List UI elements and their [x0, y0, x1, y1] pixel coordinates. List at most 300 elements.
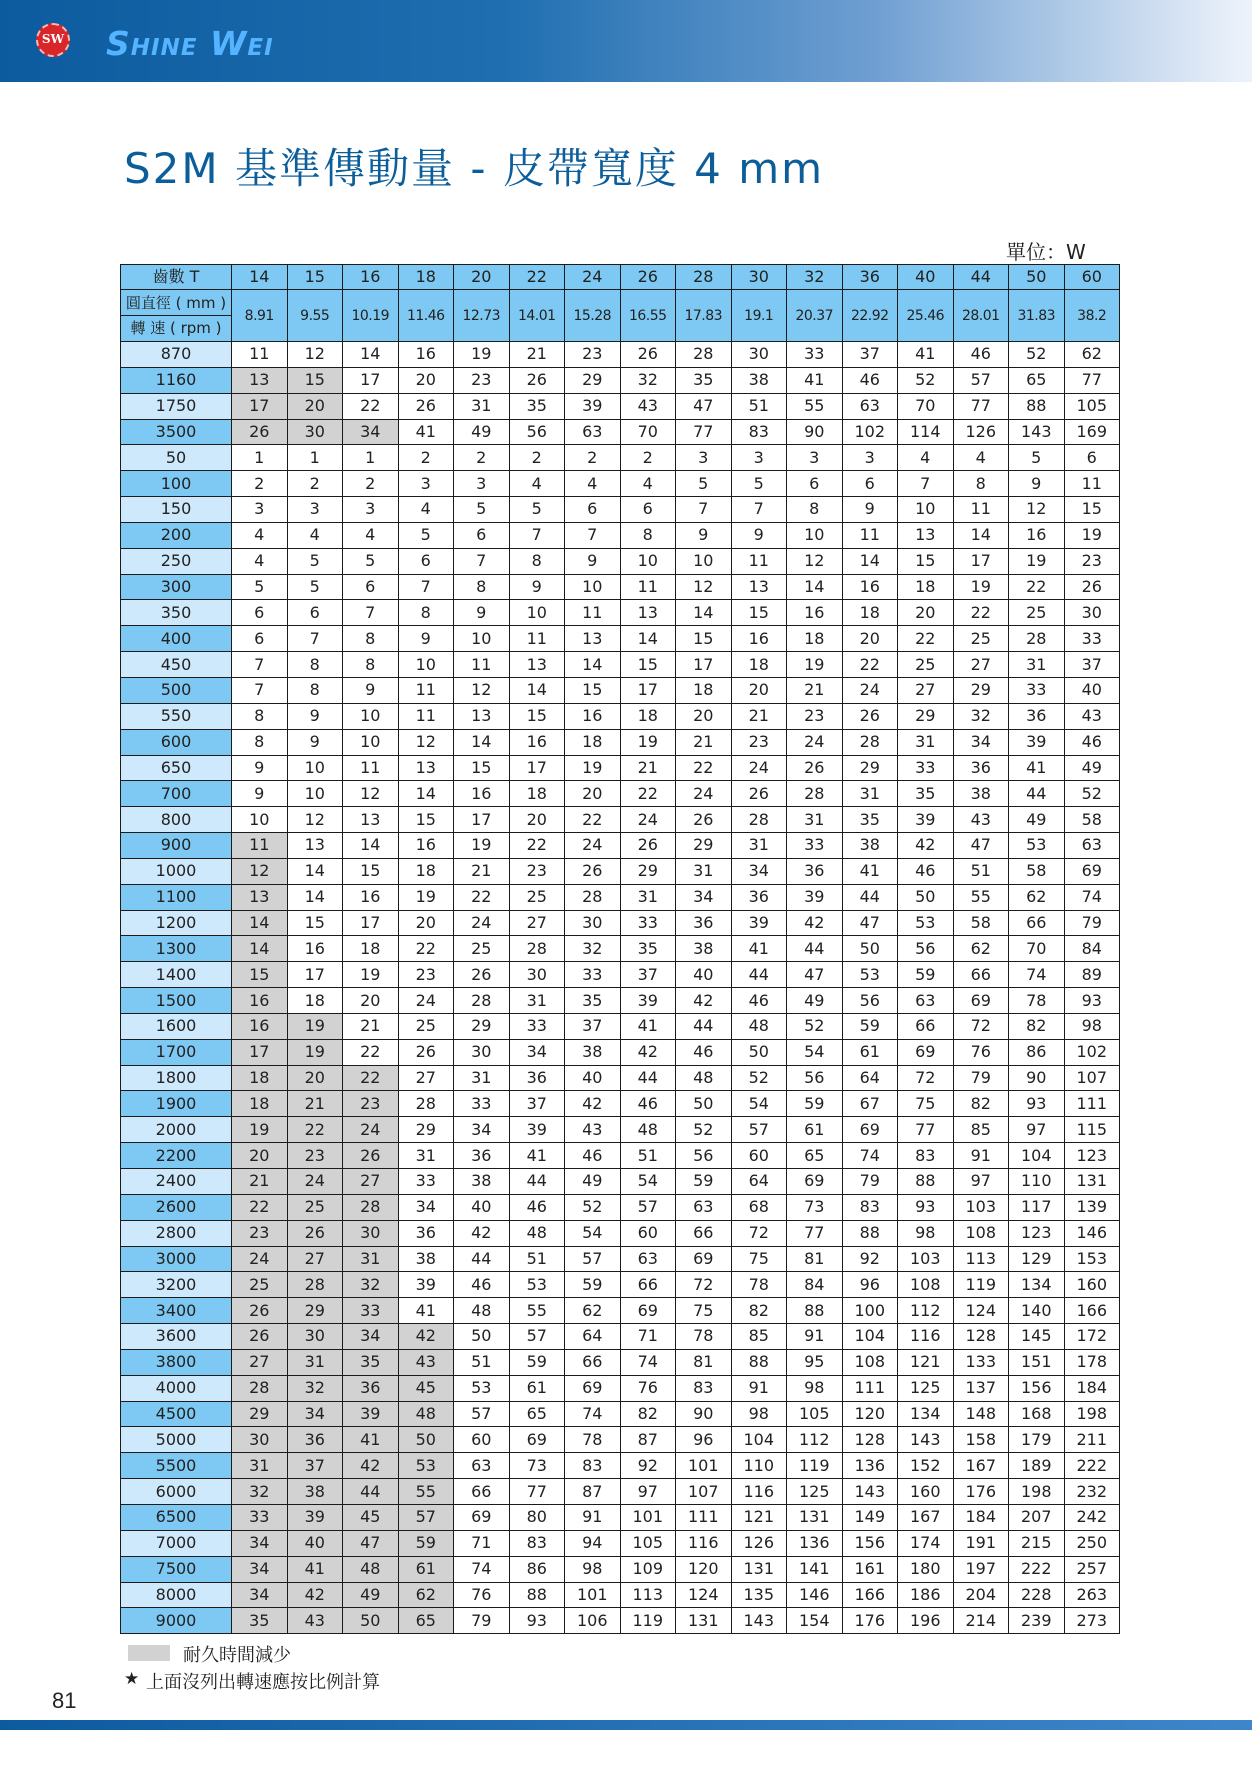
value-cell: 120: [676, 1556, 732, 1582]
value-cell: 196: [898, 1608, 954, 1634]
value-cell: 168: [1009, 1401, 1065, 1427]
value-cell: 44: [676, 1013, 732, 1039]
value-cell: 4: [565, 471, 621, 497]
value-cell: 8: [343, 626, 399, 652]
value-cell: 66: [676, 1220, 732, 1246]
value-cell: 104: [1009, 1143, 1065, 1169]
value-cell: 31: [232, 1453, 288, 1479]
value-cell: 41: [842, 858, 898, 884]
value-cell: 23: [343, 1091, 399, 1117]
value-cell: 191: [953, 1530, 1009, 1556]
value-cell: 29: [953, 677, 1009, 703]
value-cell: 7: [232, 677, 288, 703]
value-cell: 59: [509, 1349, 565, 1375]
value-cell: 37: [842, 342, 898, 368]
value-cell: 69: [953, 988, 1009, 1014]
value-cell: 112: [787, 1427, 843, 1453]
value-cell: 7: [565, 522, 621, 548]
value-cell: 21: [676, 729, 732, 755]
value-cell: 22: [565, 807, 621, 833]
value-cell: 4: [509, 471, 565, 497]
value-cell: 53: [454, 1375, 510, 1401]
value-cell: 33: [898, 755, 954, 781]
value-cell: 39: [509, 1117, 565, 1143]
value-cell: 129: [1009, 1246, 1065, 1272]
rpm-cell: 3200: [121, 1272, 232, 1298]
value-cell: 19: [565, 755, 621, 781]
value-cell: 23: [454, 367, 510, 393]
value-cell: 91: [731, 1375, 787, 1401]
value-cell: 28: [287, 1272, 343, 1298]
value-cell: 55: [509, 1298, 565, 1324]
value-cell: 96: [676, 1427, 732, 1453]
value-cell: 126: [953, 419, 1009, 445]
value-cell: 35: [842, 807, 898, 833]
value-cell: 15: [287, 910, 343, 936]
value-cell: 46: [620, 1091, 676, 1117]
value-cell: 20: [287, 1065, 343, 1091]
value-cell: 15: [676, 626, 732, 652]
value-cell: 97: [953, 1169, 1009, 1195]
table-row: [121, 703, 1120, 729]
value-cell: 27: [232, 1349, 288, 1375]
value-cell: 101: [620, 1504, 676, 1530]
value-cell: 137: [953, 1375, 1009, 1401]
diameter-cell: 10.19: [343, 290, 399, 342]
value-cell: 108: [842, 1349, 898, 1375]
value-cell: 102: [1064, 1039, 1120, 1065]
value-cell: 50: [343, 1608, 399, 1634]
table-row: [121, 471, 1120, 497]
table-row: [121, 393, 1120, 419]
value-cell: 15: [232, 962, 288, 988]
value-cell: 131: [676, 1608, 732, 1634]
value-cell: 273: [1064, 1608, 1120, 1634]
value-cell: 57: [509, 1324, 565, 1350]
value-cell: 14: [787, 574, 843, 600]
value-cell: 80: [509, 1504, 565, 1530]
value-cell: 23: [1064, 548, 1120, 574]
value-cell: 29: [565, 367, 621, 393]
value-cell: 46: [842, 367, 898, 393]
value-cell: 76: [953, 1039, 1009, 1065]
value-cell: 31: [787, 807, 843, 833]
value-cell: 36: [787, 858, 843, 884]
value-cell: 25: [509, 884, 565, 910]
value-cell: 14: [287, 884, 343, 910]
rpm-cell: 1500: [121, 988, 232, 1014]
value-cell: 39: [1009, 729, 1065, 755]
value-cell: 10: [398, 652, 454, 678]
value-cell: 65: [398, 1608, 454, 1634]
value-cell: 23: [287, 1143, 343, 1169]
value-cell: 8: [343, 652, 399, 678]
value-cell: 30: [287, 1324, 343, 1350]
value-cell: 41: [398, 419, 454, 445]
value-cell: 11: [398, 703, 454, 729]
value-cell: 15: [343, 858, 399, 884]
value-cell: 23: [787, 703, 843, 729]
value-cell: 134: [1009, 1272, 1065, 1298]
value-cell: 74: [620, 1349, 676, 1375]
value-cell: 8: [287, 677, 343, 703]
value-cell: 16: [343, 884, 399, 910]
rpm-cell: 6000: [121, 1479, 232, 1505]
value-cell: 74: [1009, 962, 1065, 988]
value-cell: 98: [898, 1220, 954, 1246]
rpm-cell: 3800: [121, 1349, 232, 1375]
value-cell: 38: [454, 1169, 510, 1195]
value-cell: 2: [454, 445, 510, 471]
value-cell: 8: [953, 471, 1009, 497]
value-cell: 48: [343, 1556, 399, 1582]
value-cell: 29: [454, 1013, 510, 1039]
value-cell: 59: [398, 1530, 454, 1556]
rpm-cell: 50: [121, 445, 232, 471]
value-cell: 16: [731, 626, 787, 652]
value-cell: 17: [454, 807, 510, 833]
value-cell: 13: [232, 367, 288, 393]
value-cell: 14: [842, 548, 898, 574]
value-cell: 49: [1064, 755, 1120, 781]
value-cell: 211: [1064, 1427, 1120, 1453]
value-cell: 63: [454, 1453, 510, 1479]
value-cell: 36: [287, 1427, 343, 1453]
value-cell: 72: [676, 1272, 732, 1298]
value-cell: 54: [565, 1220, 621, 1246]
value-cell: 91: [953, 1143, 1009, 1169]
value-cell: 11: [232, 833, 288, 859]
table-row: [121, 1349, 1120, 1375]
value-cell: 42: [454, 1220, 510, 1246]
value-cell: 7: [898, 471, 954, 497]
table-row: [121, 1013, 1120, 1039]
teeth-cell: 40: [898, 265, 954, 290]
table-row: [121, 522, 1120, 548]
diameter-row: [121, 290, 1120, 342]
note-text: 上面沒列出轉速應按比例計算: [146, 1672, 380, 1693]
value-cell: 54: [787, 1039, 843, 1065]
value-cell: 40: [676, 962, 732, 988]
rpm-cell: 5500: [121, 1453, 232, 1479]
value-cell: 107: [1064, 1065, 1120, 1091]
value-cell: 31: [398, 1143, 454, 1169]
value-cell: 35: [898, 781, 954, 807]
value-cell: 186: [898, 1582, 954, 1608]
value-cell: 71: [620, 1324, 676, 1350]
value-cell: 51: [620, 1143, 676, 1169]
value-cell: 14: [343, 342, 399, 368]
value-cell: 93: [509, 1608, 565, 1634]
value-cell: 32: [620, 367, 676, 393]
value-cell: 14: [953, 522, 1009, 548]
value-cell: 49: [565, 1169, 621, 1195]
value-cell: 42: [343, 1453, 399, 1479]
teeth-cell: 30: [731, 265, 787, 290]
rpm-cell: 900: [121, 833, 232, 859]
rpm-cell: 650: [121, 755, 232, 781]
diameter-cell: 9.55: [287, 290, 343, 342]
value-cell: 96: [842, 1272, 898, 1298]
value-cell: 33: [1064, 626, 1120, 652]
value-cell: 24: [842, 677, 898, 703]
value-cell: 9: [565, 548, 621, 574]
value-cell: 222: [1064, 1453, 1120, 1479]
value-cell: 40: [454, 1194, 510, 1220]
value-cell: 31: [454, 1065, 510, 1091]
diameter-cell: 38.2: [1064, 290, 1120, 342]
value-cell: 22: [676, 755, 732, 781]
value-cell: 113: [620, 1582, 676, 1608]
value-cell: 111: [842, 1375, 898, 1401]
value-cell: 66: [953, 962, 1009, 988]
rpm-cell: 1750: [121, 393, 232, 419]
value-cell: 103: [898, 1246, 954, 1272]
value-cell: 66: [620, 1272, 676, 1298]
rpm-cell: 2200: [121, 1143, 232, 1169]
table-row: [121, 1272, 1120, 1298]
value-cell: 3: [287, 497, 343, 523]
value-cell: 121: [898, 1349, 954, 1375]
table-row: [121, 884, 1120, 910]
value-cell: 18: [232, 1091, 288, 1117]
value-cell: 49: [787, 988, 843, 1014]
value-cell: 56: [898, 936, 954, 962]
value-cell: 77: [953, 393, 1009, 419]
value-cell: 88: [731, 1349, 787, 1375]
value-cell: 38: [287, 1479, 343, 1505]
value-cell: 13: [287, 833, 343, 859]
table-row: [121, 652, 1120, 678]
value-cell: 18: [398, 858, 454, 884]
value-cell: 9: [731, 522, 787, 548]
value-cell: 134: [898, 1401, 954, 1427]
table-row: [121, 1427, 1120, 1453]
value-cell: 69: [898, 1039, 954, 1065]
value-cell: 18: [565, 729, 621, 755]
table-row: [121, 833, 1120, 859]
value-cell: 97: [1009, 1117, 1065, 1143]
value-cell: 128: [953, 1324, 1009, 1350]
value-cell: 19: [287, 1013, 343, 1039]
value-cell: 39: [898, 807, 954, 833]
rpm-cell: 500: [121, 677, 232, 703]
value-cell: 24: [454, 910, 510, 936]
value-cell: 43: [287, 1608, 343, 1634]
value-cell: 6: [620, 497, 676, 523]
value-cell: 50: [842, 936, 898, 962]
table-row: [121, 342, 1120, 368]
value-cell: 77: [676, 419, 732, 445]
value-cell: 19: [398, 884, 454, 910]
value-cell: 38: [731, 367, 787, 393]
value-cell: 117: [1009, 1194, 1065, 1220]
value-cell: 23: [232, 1220, 288, 1246]
diameter-label: 圓直徑 ( mm ): [125, 294, 227, 312]
value-cell: 36: [343, 1375, 399, 1401]
value-cell: 59: [676, 1169, 732, 1195]
value-cell: 50: [454, 1324, 510, 1350]
value-cell: 21: [454, 858, 510, 884]
value-cell: 41: [398, 1298, 454, 1324]
value-cell: 57: [953, 367, 1009, 393]
value-cell: 16: [232, 988, 288, 1014]
value-cell: 4: [398, 497, 454, 523]
table-row: [121, 574, 1120, 600]
value-cell: 44: [620, 1065, 676, 1091]
value-cell: 73: [509, 1453, 565, 1479]
value-cell: 52: [1009, 342, 1065, 368]
value-cell: 26: [731, 781, 787, 807]
table-row: [121, 600, 1120, 626]
value-cell: 88: [509, 1582, 565, 1608]
value-cell: 161: [842, 1556, 898, 1582]
value-cell: 22: [232, 1194, 288, 1220]
value-cell: 263: [1064, 1582, 1120, 1608]
value-cell: 30: [509, 962, 565, 988]
value-cell: 184: [953, 1504, 1009, 1530]
value-cell: 77: [787, 1220, 843, 1246]
value-cell: 93: [898, 1194, 954, 1220]
diameter-cell: 15.28: [565, 290, 621, 342]
value-cell: 22: [343, 1039, 399, 1065]
value-cell: 52: [787, 1013, 843, 1039]
value-cell: 44: [1009, 781, 1065, 807]
value-cell: 17: [287, 962, 343, 988]
value-cell: 28: [509, 936, 565, 962]
value-cell: 20: [509, 807, 565, 833]
rpm-cell: 7000: [121, 1530, 232, 1556]
value-cell: 14: [676, 600, 732, 626]
value-cell: 86: [509, 1556, 565, 1582]
value-cell: 153: [1064, 1246, 1120, 1272]
value-cell: 74: [454, 1556, 510, 1582]
value-cell: 47: [842, 910, 898, 936]
value-cell: 5: [287, 548, 343, 574]
value-cell: 13: [898, 522, 954, 548]
value-cell: 37: [565, 1013, 621, 1039]
teeth-cell: 20: [454, 265, 510, 290]
table-row: [121, 497, 1120, 523]
rpm-cell: 100: [121, 471, 232, 497]
value-cell: 21: [343, 1013, 399, 1039]
value-cell: 11: [953, 497, 1009, 523]
value-cell: 2: [232, 471, 288, 497]
value-cell: 82: [731, 1298, 787, 1324]
value-cell: 7: [343, 600, 399, 626]
value-cell: 18: [842, 600, 898, 626]
value-cell: 12: [287, 342, 343, 368]
value-cell: 57: [398, 1504, 454, 1530]
power-rating-table: [120, 264, 1120, 1634]
header-band: [0, 0, 1252, 82]
value-cell: 44: [454, 1246, 510, 1272]
table-row: [121, 1091, 1120, 1117]
value-cell: 56: [787, 1065, 843, 1091]
value-cell: 97: [620, 1479, 676, 1505]
value-cell: 18: [731, 652, 787, 678]
value-cell: 22: [287, 1117, 343, 1143]
value-cell: 112: [898, 1298, 954, 1324]
value-cell: 15: [731, 600, 787, 626]
value-cell: 14: [287, 858, 343, 884]
value-cell: 9: [343, 677, 399, 703]
value-cell: 30: [454, 1039, 510, 1065]
value-cell: 11: [343, 755, 399, 781]
table-row: [121, 1169, 1120, 1195]
value-cell: 26: [232, 1298, 288, 1324]
value-cell: 69: [509, 1427, 565, 1453]
value-cell: 33: [454, 1091, 510, 1117]
rpm-cell: 550: [121, 703, 232, 729]
value-cell: 8: [454, 574, 510, 600]
value-cell: 31: [509, 988, 565, 1014]
value-cell: 92: [842, 1246, 898, 1272]
value-cell: 16: [787, 600, 843, 626]
value-cell: 88: [898, 1169, 954, 1195]
teeth-cell: 14: [232, 265, 288, 290]
value-cell: 48: [398, 1401, 454, 1427]
value-cell: 6: [398, 548, 454, 574]
value-cell: 114: [898, 419, 954, 445]
value-cell: 53: [398, 1453, 454, 1479]
value-cell: 2: [565, 445, 621, 471]
value-cell: 7: [398, 574, 454, 600]
value-cell: 6: [232, 600, 288, 626]
value-cell: 89: [1064, 962, 1120, 988]
value-cell: 69: [787, 1169, 843, 1195]
table-row: [121, 936, 1120, 962]
value-cell: 31: [1009, 652, 1065, 678]
value-cell: 12: [676, 574, 732, 600]
value-cell: 131: [787, 1504, 843, 1530]
value-cell: 39: [398, 1272, 454, 1298]
value-cell: 1: [287, 445, 343, 471]
value-cell: 55: [787, 393, 843, 419]
value-cell: 12: [787, 548, 843, 574]
value-cell: 47: [787, 962, 843, 988]
value-cell: 136: [787, 1530, 843, 1556]
teeth-label: 齒數 T: [121, 265, 232, 290]
value-cell: 87: [565, 1479, 621, 1505]
value-cell: 40: [287, 1530, 343, 1556]
teeth-cell: 16: [343, 265, 399, 290]
value-cell: 124: [953, 1298, 1009, 1324]
rpm-cell: 350: [121, 600, 232, 626]
value-cell: 7: [287, 626, 343, 652]
value-cell: 22: [898, 626, 954, 652]
value-cell: 9: [287, 729, 343, 755]
value-cell: 32: [232, 1479, 288, 1505]
value-cell: 123: [1009, 1220, 1065, 1246]
rpm-cell: 1200: [121, 910, 232, 936]
value-cell: 33: [398, 1169, 454, 1195]
value-cell: 59: [787, 1091, 843, 1117]
value-cell: 88: [842, 1220, 898, 1246]
rpm-cell: 9000: [121, 1608, 232, 1634]
value-cell: 10: [676, 548, 732, 574]
value-cell: 83: [898, 1143, 954, 1169]
value-cell: 42: [565, 1091, 621, 1117]
diameter-cell: 20.37: [787, 290, 843, 342]
value-cell: 34: [398, 1194, 454, 1220]
value-cell: 25: [287, 1194, 343, 1220]
value-cell: 13: [398, 755, 454, 781]
value-cell: 11: [509, 626, 565, 652]
value-cell: 69: [676, 1246, 732, 1272]
value-cell: 85: [953, 1117, 1009, 1143]
value-cell: 10: [509, 600, 565, 626]
